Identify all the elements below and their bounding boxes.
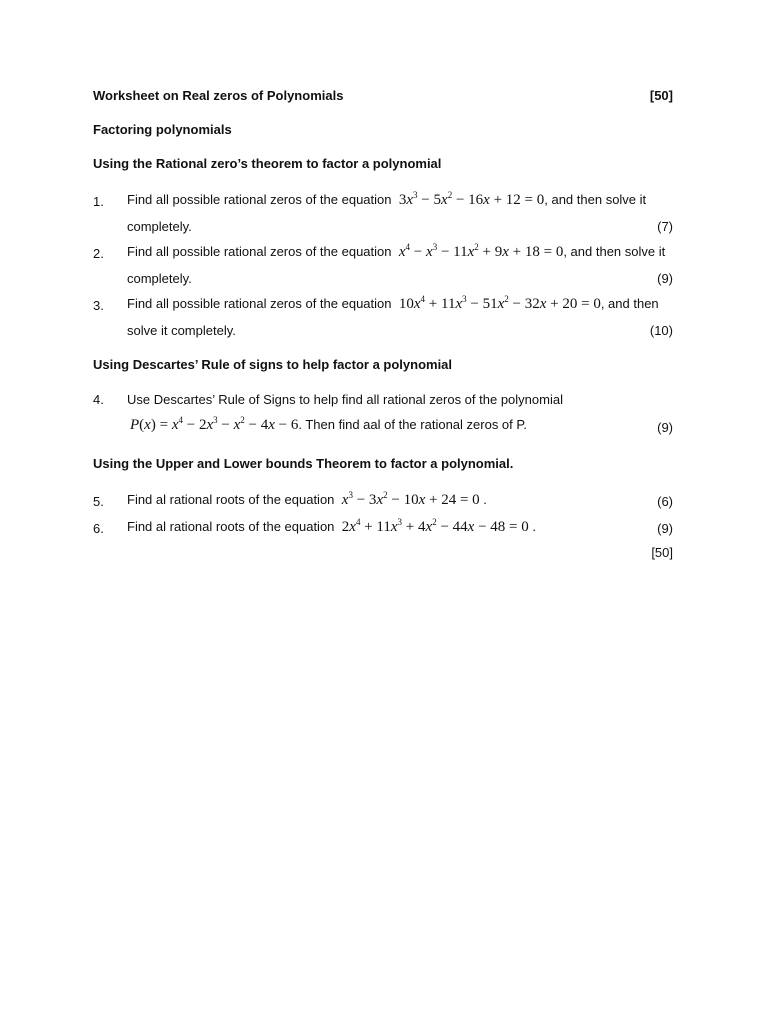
question-continuation: completely. [127,271,192,286]
section-heading-rational-zeros: Using the Rational zero’s theorem to factor a polynomial [93,156,442,171]
question-5-line [127,492,487,509]
question-equation: $3x^3 - 5x^2 - 16x + 12 = 0$ [395,190,545,208]
final-total: [50] [651,545,673,560]
question-marks: (9) [657,420,673,435]
question-text: Find all possible rational zeros of the equation [127,192,392,207]
total-marks: [50] [649,88,673,103]
question-text: Find all possible rational zeros of the equation [127,244,392,259]
question-marks: (9) [657,521,673,536]
question-continuation: completely. [127,219,192,234]
question-1-line [127,192,646,209]
question-text: Use Descartes’ Rule of Signs to help find all rational zeros of the polynomial [127,392,563,407]
question-number: 1. [93,194,104,209]
worksheet-title: Worksheet on Real zeros of Polynomials [93,88,344,103]
question-marks: (7) [657,219,673,234]
question-equation: $x^4 - x^3 - 11x^2 + 9x + 18 = 0$ [398,242,564,260]
question-number: 3. [93,298,104,313]
question-4-line [130,417,527,434]
question-number: 4. [93,392,104,407]
question-number: 5. [93,494,104,509]
question-number: 6. [93,521,104,536]
question-continuation: solve it completely. [127,323,236,338]
question-equation: $x^3 - 3x^2 - 10x + 24 = 0$ [341,490,480,508]
question-3-line [127,296,659,313]
question-equation: $2x^4 + 11x^3 + 4x^2 - 44x - 48 = 0$ [338,517,529,535]
section-heading-factoring: Factoring polynomials [93,122,232,137]
question-marks: (6) [657,494,673,509]
question-text-after: , and then solve it [544,192,647,207]
question-text-after: , and then [600,296,659,311]
question-text-after: . [483,492,487,507]
question-text: Find al rational roots of the equation [127,492,335,507]
question-text: Find al rational roots of the equation [127,519,335,534]
question-text: Find all possible rational zeros of the equation [127,296,392,311]
question-marks: (10) [649,323,673,338]
question-marks: (9) [657,271,673,286]
question-equation: $P(x) = x^4 - 2x^3 - x^2 - 4x - 6$ [130,415,299,433]
question-2-line [127,244,665,261]
question-number: 2. [93,246,104,261]
question-equation: $10x^4 + 11x^3 - 51x^2 - 32x + 20 = 0$ [395,294,601,312]
section-heading-descartes: Using Descartes’ Rule of signs to help factor a polynomial [93,357,453,372]
section-heading-bounds: Using the Upper and Lower bounds Theorem to factor a polynomial. [93,456,514,471]
question-text-after: , and then solve it [563,244,666,259]
question-text-after: . Then find aal of the rational zeros of P. [298,417,527,432]
question-6-line [127,519,536,536]
question-text-after: . [532,519,536,534]
